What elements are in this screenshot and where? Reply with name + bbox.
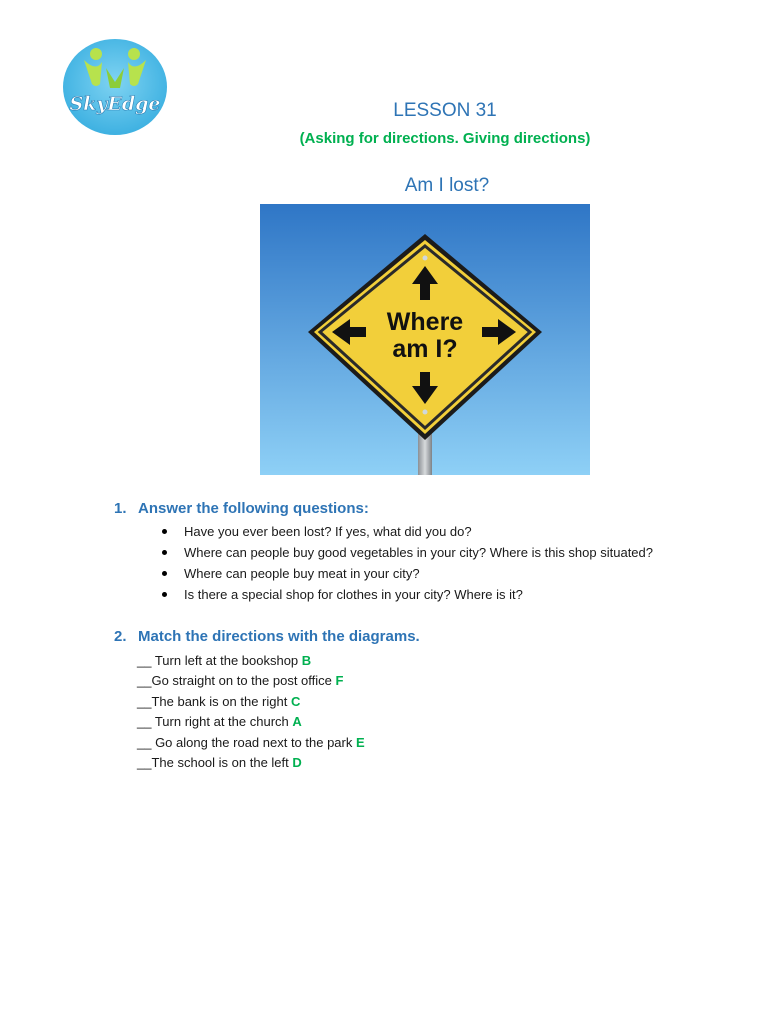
section-1-heading-text: Answer the following questions: bbox=[138, 500, 369, 517]
list-item: Where can people buy good vegetables in your city? Where is this shop situated? bbox=[160, 544, 653, 565]
match-answer: F bbox=[335, 673, 344, 689]
lesson-subtitle: (Asking for directions. Giving directions) bbox=[299, 130, 591, 147]
match-item-text: __Go straight on to the post office bbox=[137, 673, 336, 689]
match-item-text: __ Turn right at the church bbox=[137, 714, 293, 730]
match-item-text: __The school is on the left bbox=[137, 754, 293, 770]
sign-line-2: am I? bbox=[392, 335, 458, 363]
list-item bbox=[137, 672, 365, 692]
list-item bbox=[137, 693, 365, 713]
list-item bbox=[137, 713, 365, 733]
where-am-i-sign-image bbox=[260, 204, 590, 475]
section-2-heading bbox=[114, 628, 420, 645]
match-answer: B bbox=[301, 653, 312, 668]
list-item: Have you ever been lost? If yes, what did you do? bbox=[160, 523, 653, 544]
match-answer: C bbox=[290, 693, 301, 709]
main-title: Am I lost? bbox=[404, 175, 490, 196]
list-item: Is there a special shop for clothes in your city? Where is it? bbox=[160, 586, 653, 607]
lesson-title: LESSON 31 bbox=[393, 100, 497, 121]
list-item bbox=[137, 652, 365, 672]
section-1-heading bbox=[114, 500, 369, 517]
match-answer: E bbox=[355, 734, 365, 750]
match-item-text: __ Turn left at the bookshop bbox=[137, 653, 302, 668]
where-am-i-road-sign bbox=[260, 204, 590, 475]
match-answer: A bbox=[292, 714, 302, 730]
section-2-heading-text: Match the directions with the diagrams. bbox=[138, 628, 420, 645]
match-item-text: __The bank is on the right bbox=[137, 693, 291, 709]
section-1-number: 1. bbox=[114, 500, 127, 517]
list-item bbox=[137, 734, 365, 754]
match-item-text: __ Go along the road next to the park bbox=[137, 734, 356, 750]
list-item bbox=[137, 754, 365, 774]
list-item: Where can people buy meat in your city? bbox=[160, 565, 653, 586]
section-2-number: 2. bbox=[114, 628, 127, 645]
logo-text: SkyEdge bbox=[69, 93, 161, 115]
section-1-question-list bbox=[160, 523, 653, 607]
match-answer: D bbox=[292, 754, 302, 770]
section-2-match-list bbox=[137, 652, 365, 774]
sign-line-1: Where bbox=[386, 308, 464, 336]
